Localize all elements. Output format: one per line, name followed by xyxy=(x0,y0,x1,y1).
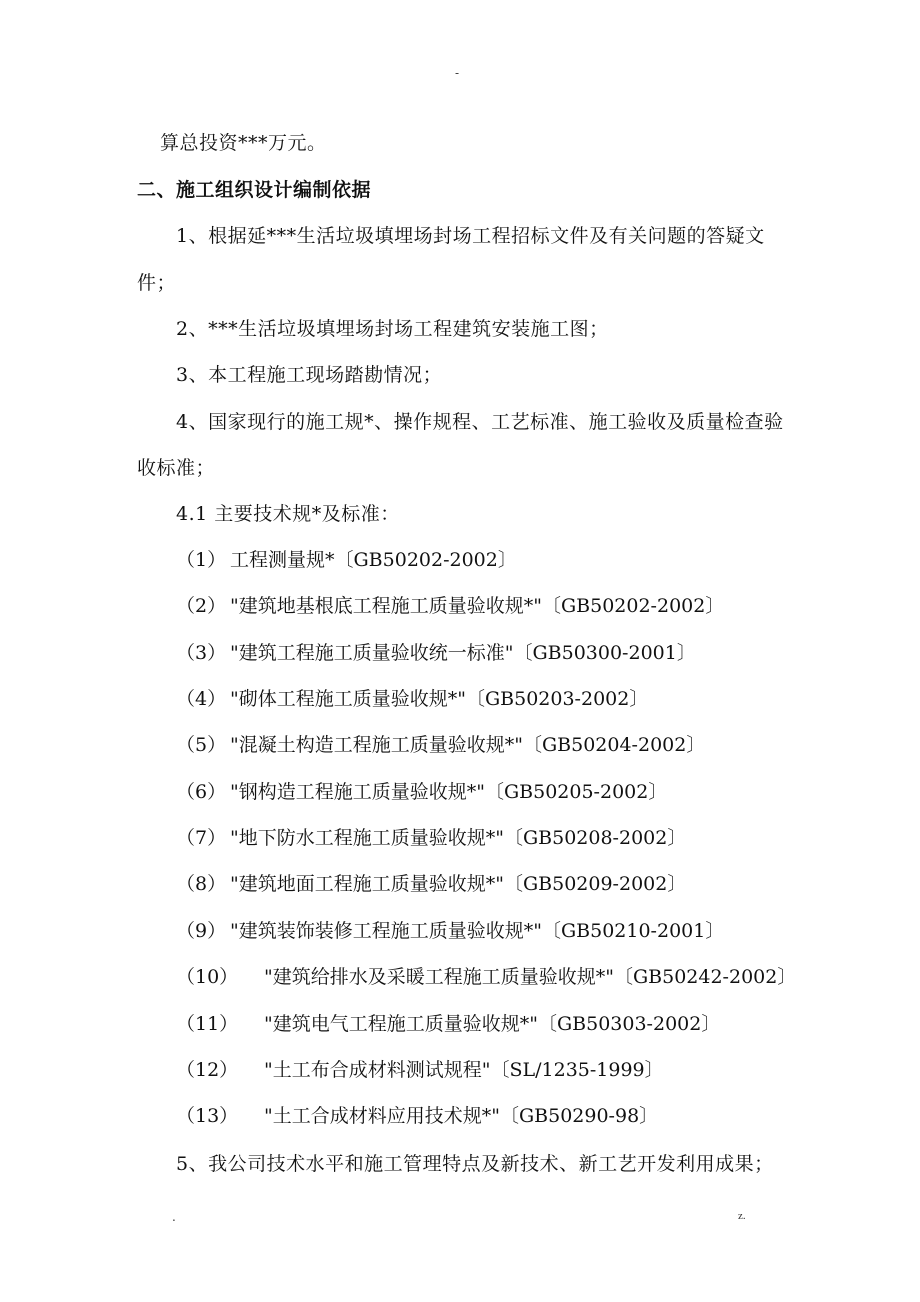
basis-item-5: 5、我公司技术水平和施工管理特点及新技术、新工艺开发利用成果； xyxy=(176,1153,774,1175)
standard-item-number: （1） xyxy=(176,549,227,571)
standard-item-text: "建筑地面工程施工质量验收规*"〔GB50209-2002〕 xyxy=(230,873,687,896)
standard-item-number: （13） xyxy=(176,1105,239,1128)
standard-item-number: （10） xyxy=(176,966,239,989)
standard-item-text: "建筑给排水及采暖工程施工质量验收规*"〔GB50242-2002〕 xyxy=(264,966,797,989)
standard-item-text: "土工合成材料应用技术规*"〔GB50290-98〕 xyxy=(264,1105,659,1128)
standard-item-number: （12） xyxy=(176,1058,239,1081)
standard-item-number: （5） xyxy=(176,734,227,757)
standard-item-number: （3） xyxy=(176,641,227,664)
standard-item-number: （9） xyxy=(176,919,227,942)
footer-right-mark: z. xyxy=(738,1210,746,1222)
standard-item-number: （6） xyxy=(176,780,227,803)
standard-item-text: "建筑电气工程施工质量验收规*"〔GB50303-2002〕 xyxy=(264,1012,721,1035)
basis-item-2: 2、***生活垃圾填埋场封场工程建筑安装施工图； xyxy=(176,318,609,340)
standard-item-text: "钢构造工程施工质量验收规*"〔GB50205-2002〕 xyxy=(230,780,668,803)
paragraph-investment: 算总投资***万元。 xyxy=(160,132,327,154)
standard-item-text: "地下防水工程施工质量验收规*"〔GB50208-2002〕 xyxy=(230,827,687,850)
section-heading: 二、施工组织设计编制依据 xyxy=(137,179,372,201)
standard-item-number: （7） xyxy=(176,827,227,850)
standard-item-number: （11） xyxy=(176,1012,239,1035)
standard-item-number: （8） xyxy=(176,873,227,896)
standard-item-number: （2） xyxy=(176,595,227,618)
basis-item-4-1: 4.1 主要技术规*及标准： xyxy=(176,503,400,525)
standard-item-text: "建筑装饰装修工程施工质量验收规*"〔GB50210-2001〕 xyxy=(230,919,725,942)
footer-left-mark: . xyxy=(172,1210,176,1224)
basis-item-4-cont: 收标准； xyxy=(137,457,216,479)
standard-item-text: "土工布合成材料测试规程"〔SL/1235-1999〕 xyxy=(264,1058,664,1081)
standard-item-text: "混凝土构造工程施工质量验收规*"〔GB50204-2002〕 xyxy=(230,734,706,757)
standard-item-text: "建筑工程施工质量验收统一标准"〔GB50300-2001〕 xyxy=(230,641,696,664)
basis-item-1: 1、根据延***生活垃圾填埋场封场工程招标文件及有关问题的答疑文 xyxy=(176,225,765,247)
page-header-mark: - xyxy=(455,66,460,80)
standard-item-text: "砌体工程施工质量验收规*"〔GB50203-2002〕 xyxy=(230,688,649,711)
standard-item-number: （4） xyxy=(176,688,227,711)
basis-item-1-cont: 件； xyxy=(137,272,177,294)
basis-item-3: 3、本工程施工现场踏勘情况； xyxy=(176,364,443,386)
standard-item-text: 工程测量规*〔GB50202-2002〕 xyxy=(230,549,517,571)
basis-item-4: 4、国家现行的施工规*、操作规程、工艺标准、施工验收及质量检查验 xyxy=(176,411,784,433)
standard-item-text: "建筑地基根底工程施工质量验收规*"〔GB50202-2002〕 xyxy=(230,595,725,618)
